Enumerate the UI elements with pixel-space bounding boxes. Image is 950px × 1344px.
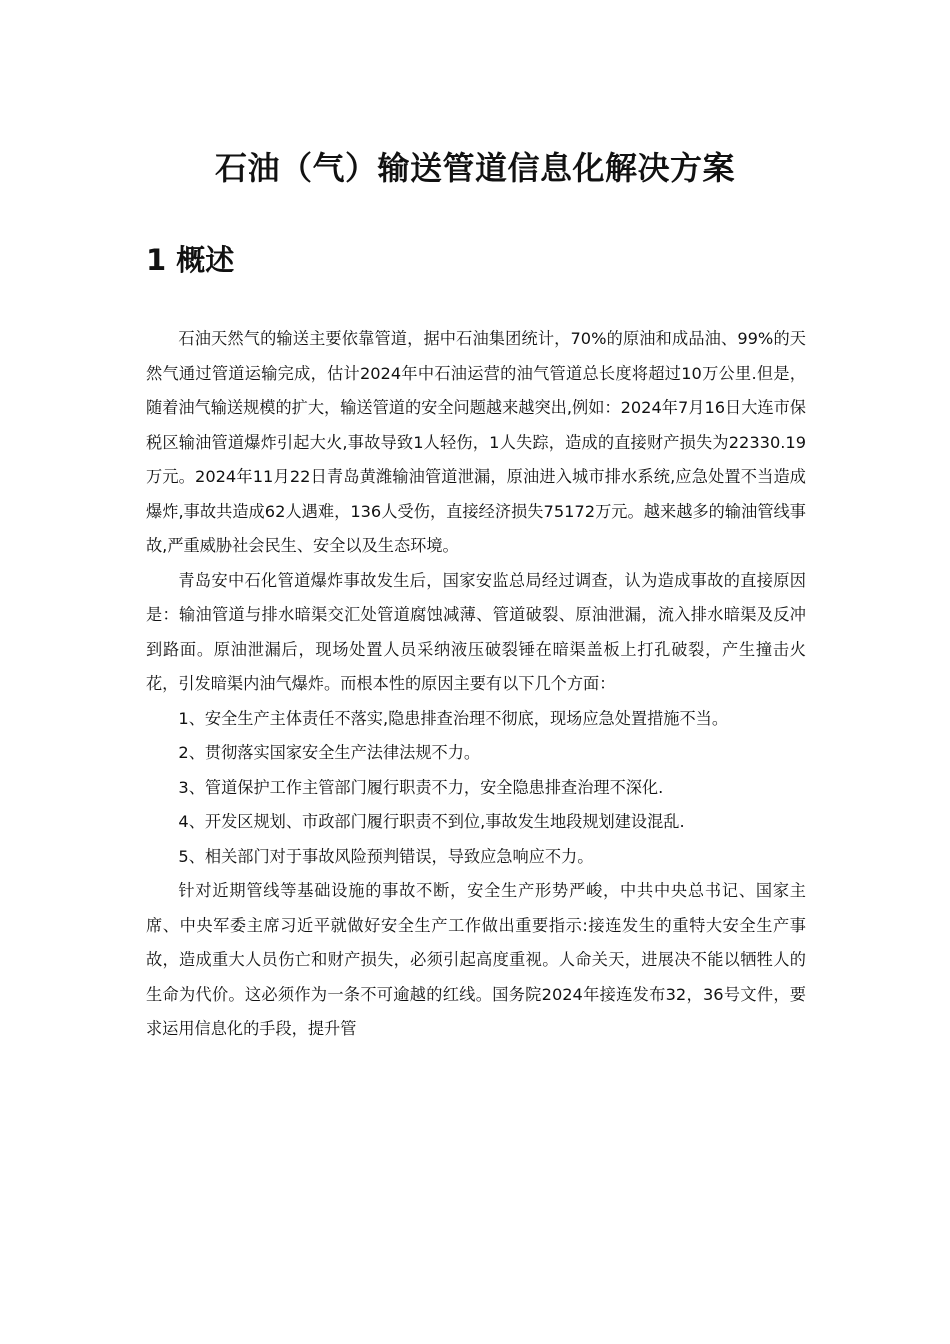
paragraph-overview: 石油天然气的输送主要依靠管道，据中石油集团统计，70%的原油和成品油、99%的天然气通过管道运输完成，估计2024年中石油运营的油气管道总长度将超过10万公里.但是，随着油气输送规模的扩大，输送管道的安全问题越来越突出,例如：2024年7月16日大连市保税区输油管道爆炸引起大火,事故导致1人轻伤，1人失踪，造成的直接财产损失为22330.19万元。2024年11月22日青岛黄潍输油管道泄漏，原油进入城市排水系统,应急处置不当造成爆炸,事故共造成62人遇难，136人受伤，直接经济损失75172万元。越来越多的输油管线事故,严重威胁社会民生、安全以及生态环境。 [146,329,806,555]
paragraph-directive: 针对近期管线等基础设施的事故不断，安全生产形势严峻，中共中央总书记、国家主席、中央军委主席习近平就做好安全生产工作做出重要指示:接连发生的重特大安全生产事故，造成重大人员伤亡和财产损失，必须引起高度重视。人命关天，进展决不能以牺牲人的生命为代价。这必须作为一条不可逾越的红线。国务院2024年接连发布32，36号文件，要求运用信息化的手段，提升管 [146,881,806,1038]
paragraph-accident-cause: 青岛安中石化管道爆炸事故发生后，国家安监总局经过调查，认为造成事故的直接原因是：输油管道与排水暗渠交汇处管道腐蚀减薄、管道破裂、原油泄漏，流入排水暗渠及反冲到路面。原油泄漏后，现场处置人员采纳液压破裂锤在暗渠盖板上打孔破裂，产生撞击火花，引发暗渠内油气爆炸。而根本性的原因主要有以下几个方面： [146,570,806,693]
list-item-cause-4: 4、开发区规划、市政部门履行职责不到位,事故发生地段规划建设混乱. [178,812,685,831]
list-item-cause-2: 2、贯彻落实国家安全生产法律法规不力。 [178,743,481,762]
body-text [146,322,806,1047]
list-item-cause-1: 1、安全生产主体责任不落实,隐患排查治理不彻底，现场应急处置措施不当。 [178,708,729,728]
list-item-cause-5: 5、相关部门对于事故风险预判错误，导致应急响应不力。 [178,846,594,866]
section-heading: 1 概述 [146,243,235,277]
list-item-cause-3: 3、管道保护工作主管部门履行职责不力，安全隐患排查治理不深化. [178,777,664,797]
document-title: 石油（气）输送管道信息化解决方案 [214,149,735,187]
